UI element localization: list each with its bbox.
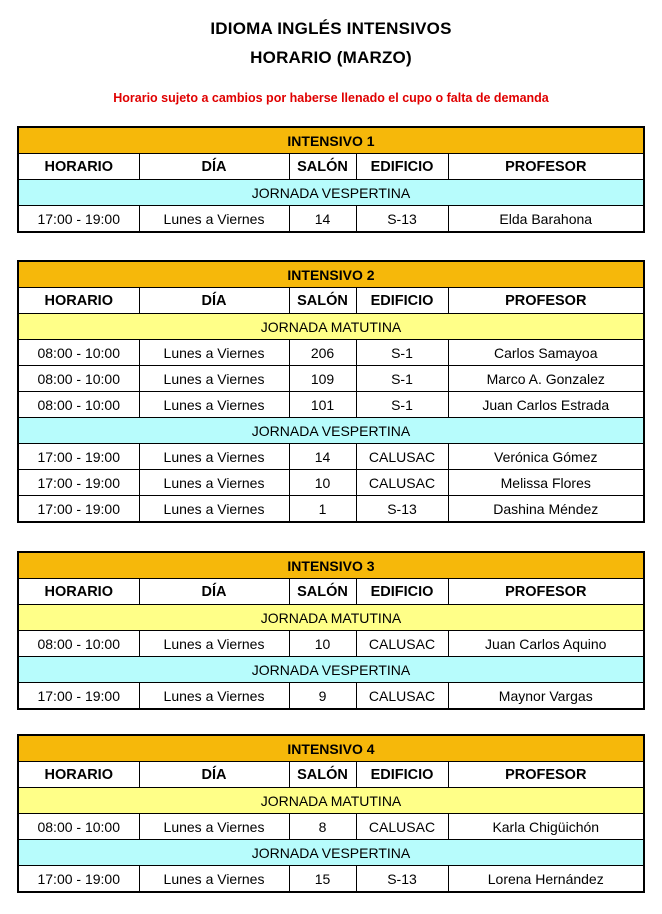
edificio-cell: CALUSAC	[356, 814, 448, 840]
profesor-cell: Karla Chigüichón	[448, 814, 644, 840]
column-header: HORARIO	[18, 288, 139, 314]
jornada-row	[18, 605, 644, 631]
column-header-row	[18, 762, 644, 788]
dia-cell: Lunes a Viernes	[139, 496, 289, 523]
profesor-cell: Carlos Samayoa	[448, 340, 644, 366]
column-header: EDIFICIO	[356, 288, 448, 314]
dia-cell: Lunes a Viernes	[139, 683, 289, 710]
document-title: IDIOMA INGLÉS INTENSIVOS	[210, 19, 452, 38]
horario-cell: 17:00 - 19:00	[18, 444, 139, 470]
horario-cell: 08:00 - 10:00	[18, 631, 139, 657]
jornada-row	[18, 418, 644, 444]
dia-cell: Lunes a Viernes	[139, 470, 289, 496]
column-header: SALÓN	[289, 154, 356, 180]
salon-cell: 14	[289, 444, 356, 470]
dia-cell: Lunes a Viernes	[139, 444, 289, 470]
table-row	[18, 496, 644, 523]
intensivo-title: INTENSIVO 3	[18, 552, 644, 579]
edificio-cell: CALUSAC	[356, 631, 448, 657]
salon-cell: 8	[289, 814, 356, 840]
dia-cell: Lunes a Viernes	[139, 340, 289, 366]
jornada-label: JORNADA MATUTINA	[18, 314, 644, 340]
table-row	[18, 470, 644, 496]
horario-cell: 08:00 - 10:00	[18, 392, 139, 418]
salon-cell: 15	[289, 866, 356, 893]
column-header: PROFESOR	[448, 154, 644, 180]
profesor-cell: Lorena Hernández	[448, 866, 644, 893]
jornada-label: JORNADA VESPERTINA	[18, 180, 644, 206]
intensivo-title: INTENSIVO 2	[18, 261, 644, 288]
table-row	[18, 866, 644, 893]
schedule-table	[17, 734, 645, 893]
table-row	[18, 444, 644, 470]
intensivo-title-row	[18, 735, 644, 762]
dia-cell: Lunes a Viernes	[139, 631, 289, 657]
table-row	[18, 206, 644, 233]
salon-cell: 10	[289, 631, 356, 657]
column-header: DÍA	[139, 154, 289, 180]
table-row	[18, 392, 644, 418]
edificio-cell: S-13	[356, 866, 448, 893]
profesor-cell: Elda Barahona	[448, 206, 644, 233]
edificio-cell: CALUSAC	[356, 470, 448, 496]
jornada-row	[18, 788, 644, 814]
jornada-label: JORNADA MATUTINA	[18, 605, 644, 631]
horario-cell: 08:00 - 10:00	[18, 366, 139, 392]
column-header: DÍA	[139, 579, 289, 605]
column-header-row	[18, 154, 644, 180]
salon-cell: 14	[289, 206, 356, 233]
dia-cell: Lunes a Viernes	[139, 366, 289, 392]
column-header: DÍA	[139, 288, 289, 314]
column-header: PROFESOR	[448, 288, 644, 314]
profesor-cell: Marco A. Gonzalez	[448, 366, 644, 392]
column-header: EDIFICIO	[356, 762, 448, 788]
horario-cell: 17:00 - 19:00	[18, 683, 139, 710]
schedule-table	[17, 260, 645, 523]
horario-cell: 17:00 - 19:00	[18, 206, 139, 233]
salon-cell: 206	[289, 340, 356, 366]
table-row	[18, 683, 644, 710]
schedule-table	[17, 126, 645, 233]
salon-cell: 1	[289, 496, 356, 523]
edificio-cell: CALUSAC	[356, 683, 448, 710]
column-header: HORARIO	[18, 762, 139, 788]
horario-cell: 17:00 - 19:00	[18, 470, 139, 496]
intensivo-title-row	[18, 127, 644, 154]
horario-cell: 08:00 - 10:00	[18, 340, 139, 366]
schedule-table	[17, 551, 645, 710]
intensivo-title-row	[18, 261, 644, 288]
jornada-label: JORNADA VESPERTINA	[18, 840, 644, 866]
edificio-cell: S-13	[356, 496, 448, 523]
dia-cell: Lunes a Viernes	[139, 206, 289, 233]
column-header: SALÓN	[289, 579, 356, 605]
dia-cell: Lunes a Viernes	[139, 866, 289, 893]
edificio-cell: S-1	[356, 340, 448, 366]
column-header: HORARIO	[18, 154, 139, 180]
column-header: PROFESOR	[448, 762, 644, 788]
intensivo-title: INTENSIVO 1	[18, 127, 644, 154]
column-header: SALÓN	[289, 762, 356, 788]
edificio-cell: S-1	[356, 366, 448, 392]
profesor-cell: Juan Carlos Estrada	[448, 392, 644, 418]
horario-cell: 17:00 - 19:00	[18, 866, 139, 893]
salon-cell: 101	[289, 392, 356, 418]
table-row	[18, 814, 644, 840]
salon-cell: 109	[289, 366, 356, 392]
column-header-row	[18, 579, 644, 605]
jornada-label: JORNADA VESPERTINA	[18, 657, 644, 683]
dia-cell: Lunes a Viernes	[139, 392, 289, 418]
jornada-row	[18, 314, 644, 340]
edificio-cell: S-1	[356, 392, 448, 418]
column-header: EDIFICIO	[356, 579, 448, 605]
profesor-cell: Verónica Gómez	[448, 444, 644, 470]
dia-cell: Lunes a Viernes	[139, 814, 289, 840]
profesor-cell: Maynor Vargas	[448, 683, 644, 710]
profesor-cell: Melissa Flores	[448, 470, 644, 496]
horario-cell: 08:00 - 10:00	[18, 814, 139, 840]
table-row	[18, 631, 644, 657]
edificio-cell: CALUSAC	[356, 444, 448, 470]
table-row	[18, 366, 644, 392]
jornada-row	[18, 657, 644, 683]
column-header-row	[18, 288, 644, 314]
schedule-notice: Horario sujeto a cambios por haberse llenado el cupo o falta de demanda	[113, 91, 549, 105]
column-header: SALÓN	[289, 288, 356, 314]
horario-cell: 17:00 - 19:00	[18, 496, 139, 523]
salon-cell: 9	[289, 683, 356, 710]
column-header: DÍA	[139, 762, 289, 788]
table-row	[18, 340, 644, 366]
profesor-cell: Dashina Méndez	[448, 496, 644, 523]
edificio-cell: S-13	[356, 206, 448, 233]
profesor-cell: Juan Carlos Aquino	[448, 631, 644, 657]
column-header: HORARIO	[18, 579, 139, 605]
intensivo-title: INTENSIVO 4	[18, 735, 644, 762]
salon-cell: 10	[289, 470, 356, 496]
jornada-label: JORNADA MATUTINA	[18, 788, 644, 814]
jornada-row	[18, 840, 644, 866]
jornada-label: JORNADA VESPERTINA	[18, 418, 644, 444]
document-subtitle: HORARIO (MARZO)	[250, 48, 412, 67]
jornada-row	[18, 180, 644, 206]
intensivo-title-row	[18, 552, 644, 579]
column-header: EDIFICIO	[356, 154, 448, 180]
column-header: PROFESOR	[448, 579, 644, 605]
